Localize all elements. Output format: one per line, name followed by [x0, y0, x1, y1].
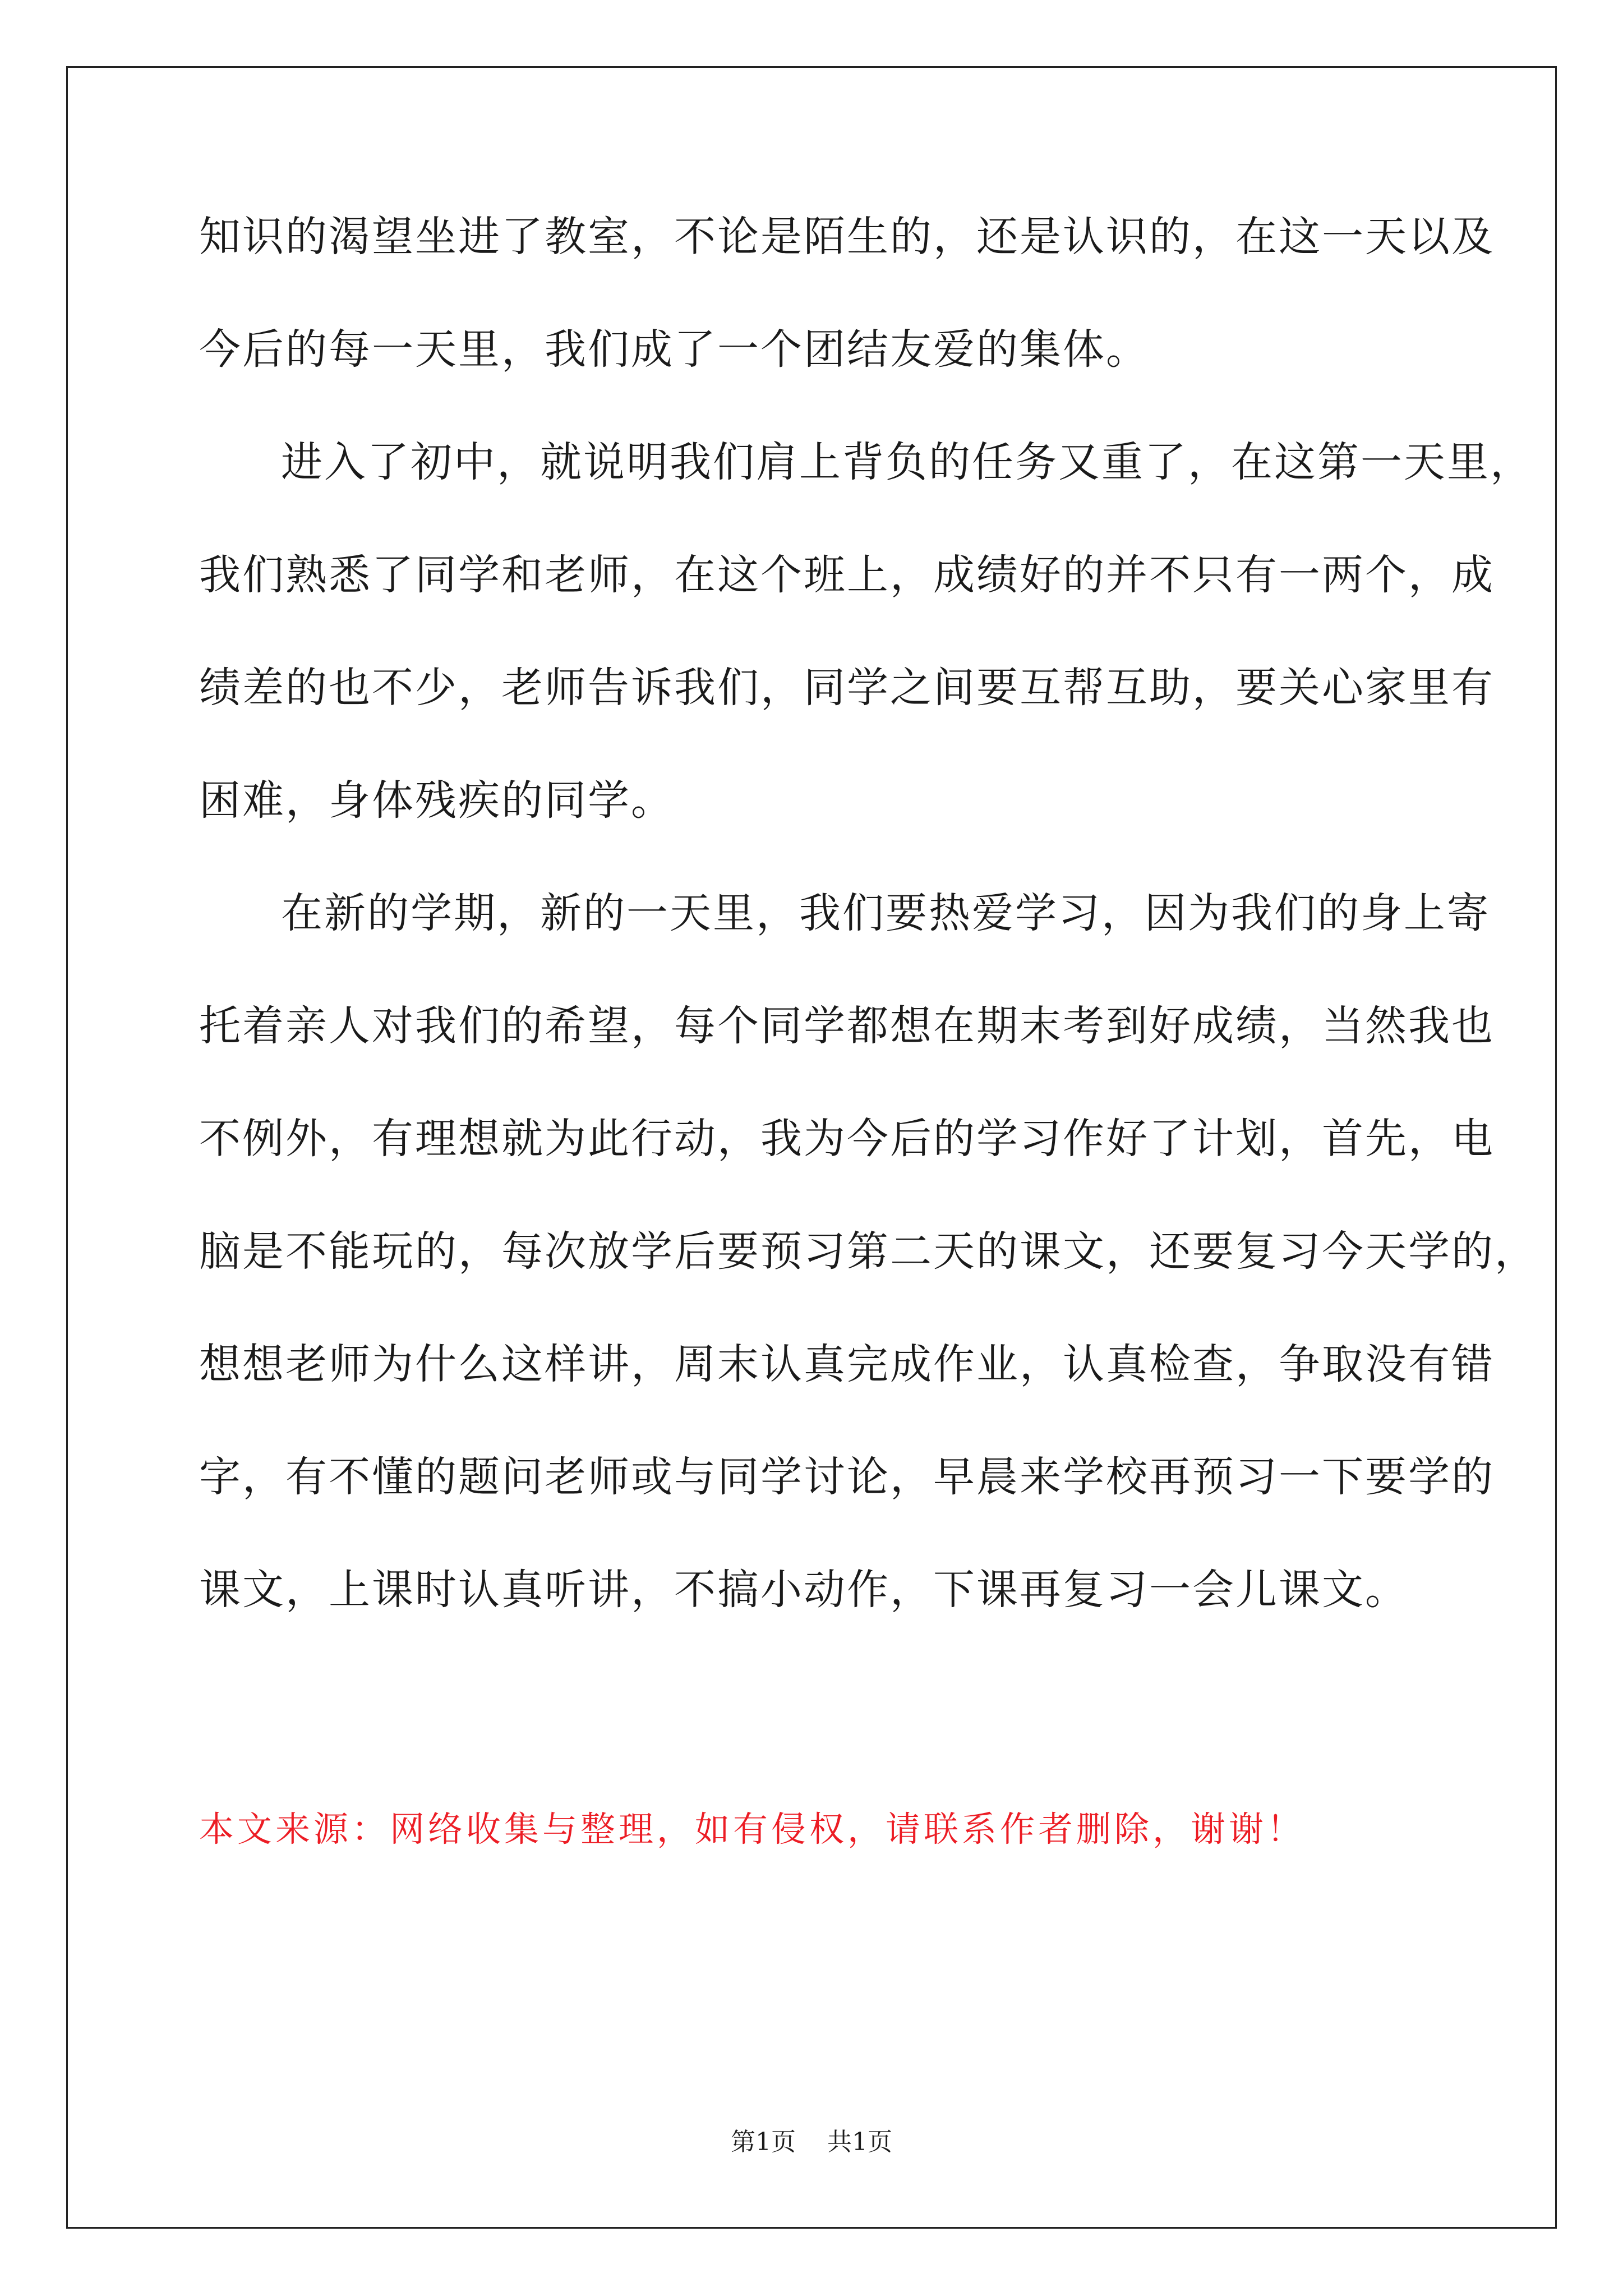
document-body: [199, 213, 1538, 1682]
paragraph-1-line-2: 今后的每一天里，我们成了一个团结友爱的集体。: [199, 325, 1149, 374]
paragraph-3-line-2: 托着亲人对我们的希望，每个同学都想在期末考到好成绩，当然我也: [199, 1002, 1495, 1050]
paragraph-2-line-1: 进入了初中，就说明我们肩上背负的任务又重了，在这第一天里，: [281, 438, 1533, 486]
paragraph-3-line-5: 想想老师为什么这样讲，周末认真完成作业，认真检查，争取没有错: [199, 1340, 1495, 1388]
paragraph-3-line-1: 在新的学期，新的一天里，我们要热爱学习，因为我们的身上寄: [281, 889, 1490, 937]
page-footer: [0, 2130, 1623, 2155]
paragraph-2-line-3: 绩差的也不少，老师告诉我们，同学之间要互帮互助，要关心家里有: [199, 664, 1495, 712]
source-note: 本文来源：网络收集与整理，如有侵权，请联系作者删除，谢谢！: [199, 1809, 1306, 1849]
paragraph-3-line-6: 字，有不懂的题问老师或与同学讨论，早晨来学校再预习一下要学的: [199, 1453, 1495, 1501]
paragraph-2-line-2: 我们熟悉了同学和老师，在这个班上，成绩好的并不只有一两个，成: [199, 551, 1495, 599]
paragraph-3-line-4: 脑是不能玩的，每次放学后要预习第二天的课文，还要复习今天学的，: [199, 1227, 1538, 1276]
paragraph-2-line-4: 困难，身体残疾的同学。: [199, 776, 674, 825]
paragraph-1-line-1: 知识的渴望坐进了教室，不论是陌生的，还是认识的，在这一天以及: [199, 213, 1495, 261]
page-number-current: 第1页: [731, 2128, 796, 2156]
page-number-total: 共1页: [827, 2128, 892, 2156]
paragraph-3-line-3: 不例外，有理想就为此行动，我为今后的学习作好了计划，首先，电: [199, 1115, 1495, 1163]
paragraph-3-line-7: 课文，上课时认真听讲，不搞小动作，下课再复习一会儿课文。: [199, 1566, 1408, 1614]
